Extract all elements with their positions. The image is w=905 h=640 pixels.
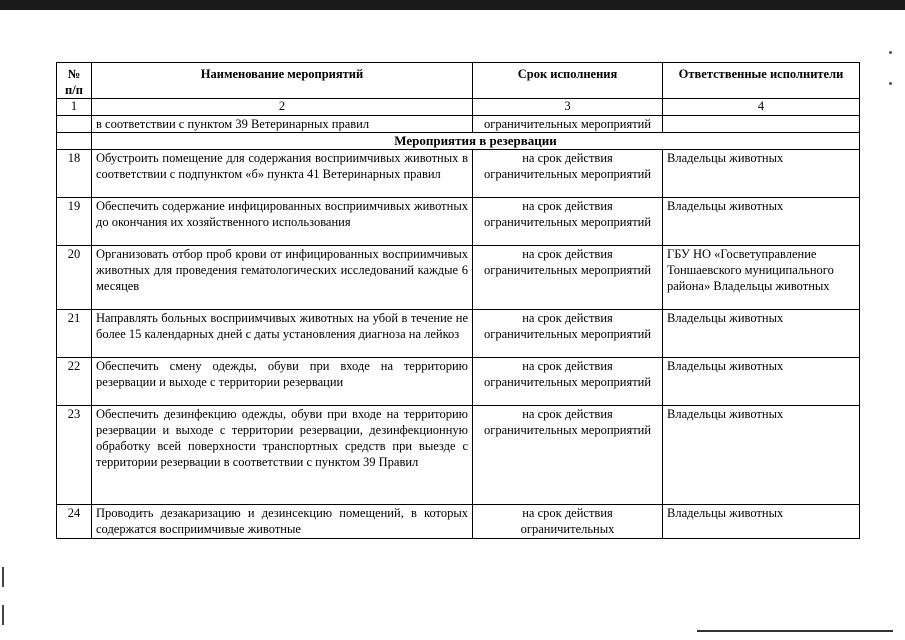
scan-speck (889, 51, 892, 54)
row-num: 22 (57, 358, 92, 406)
scan-top-bar (0, 0, 905, 10)
row-num: 18 (57, 150, 92, 198)
row-num: 19 (57, 198, 92, 246)
row-resp: Владельцы животных (663, 406, 860, 505)
index-cell: 1 (57, 99, 92, 116)
header-num: № п/п (57, 63, 92, 99)
row-term: на срок действия ограничительных мероприятий (473, 310, 663, 358)
section-row (57, 133, 860, 150)
row-name: Направлять больных восприимчивых животных на убой в течение не более 15 календарных дней с даты установления диагноза на лейкоз (92, 310, 473, 358)
header-resp: Ответственные исполнители (663, 63, 860, 99)
row-num (57, 116, 92, 133)
scan-edge-mark (2, 605, 4, 625)
row-term: ограничительных мероприятий (473, 116, 663, 133)
row-resp: Владельцы животных (663, 505, 860, 539)
section-title: Мероприятия в резервации (92, 133, 860, 150)
table-row (57, 505, 860, 539)
scan-bottom-line (697, 630, 893, 632)
row-resp (663, 116, 860, 133)
row-num: 20 (57, 246, 92, 310)
row-term: на срок действия ограничительных мероприятий (473, 246, 663, 310)
header-row (57, 63, 860, 99)
continuation-row (57, 116, 860, 133)
index-cell: 3 (473, 99, 663, 116)
row-num (57, 133, 92, 150)
row-name: в соответствии с пунктом 39 Ветеринарных правил (92, 116, 473, 133)
row-resp: ГБУ НО «Госветуправление Тоншаевского муниципального района» Владельцы животных (663, 246, 860, 310)
row-num: 21 (57, 310, 92, 358)
measures-table (56, 62, 860, 539)
row-name: Проводить дезакаризацию и дезинсекцию помещений, в которых содержатся восприимчивые животные (92, 505, 473, 539)
row-resp: Владельцы животных (663, 358, 860, 406)
table-row (57, 310, 860, 358)
index-cell: 2 (92, 99, 473, 116)
row-term: на срок действия ограничительных (473, 505, 663, 539)
header-name: Наименование мероприятий (92, 63, 473, 99)
row-resp: Владельцы животных (663, 150, 860, 198)
row-name: Обустроить помещение для содержания восприимчивых животных в соответствии с подпунктом «б» пункта 41 Ветеринарных правил (92, 150, 473, 198)
row-num: 23 (57, 406, 92, 505)
row-term: на срок действия ограничительных мероприятий (473, 150, 663, 198)
row-name: Обеспечить содержание инфицированных восприимчивых животных до окончания их хозяйственного использования (92, 198, 473, 246)
row-term: на срок действия ограничительных мероприятий (473, 198, 663, 246)
table-body (57, 150, 860, 539)
table-row (57, 358, 860, 406)
row-name: Организовать отбор проб крови от инфицированных восприимчивых животных для проведения гематологических исследований каждые 6 месяцев (92, 246, 473, 310)
row-name: Обеспечить смену одежды, обуви при входе на территорию резервации и выходе с территории резервации (92, 358, 473, 406)
header-term: Срок исполнения (473, 63, 663, 99)
row-term: на срок действия ограничительных мероприятий (473, 358, 663, 406)
table-row (57, 246, 860, 310)
row-term: на срок действия ограничительных мероприятий (473, 406, 663, 505)
index-cell: 4 (663, 99, 860, 116)
table-row (57, 406, 860, 505)
row-resp: Владельцы животных (663, 310, 860, 358)
table-row (57, 150, 860, 198)
table-row (57, 198, 860, 246)
index-row (57, 99, 860, 116)
row-resp: Владельцы животных (663, 198, 860, 246)
row-name: Обеспечить дезинфекцию одежды, обуви при входе на территорию резервации и выходе с территории резервации, дезинфекционную обработку всей поверхности транспортных средств при выезде с территории резервации в соответствии с пунктом 39 Правил (92, 406, 473, 505)
scan-edge-mark (2, 567, 4, 587)
scan-speck (889, 82, 892, 85)
row-num: 24 (57, 505, 92, 539)
